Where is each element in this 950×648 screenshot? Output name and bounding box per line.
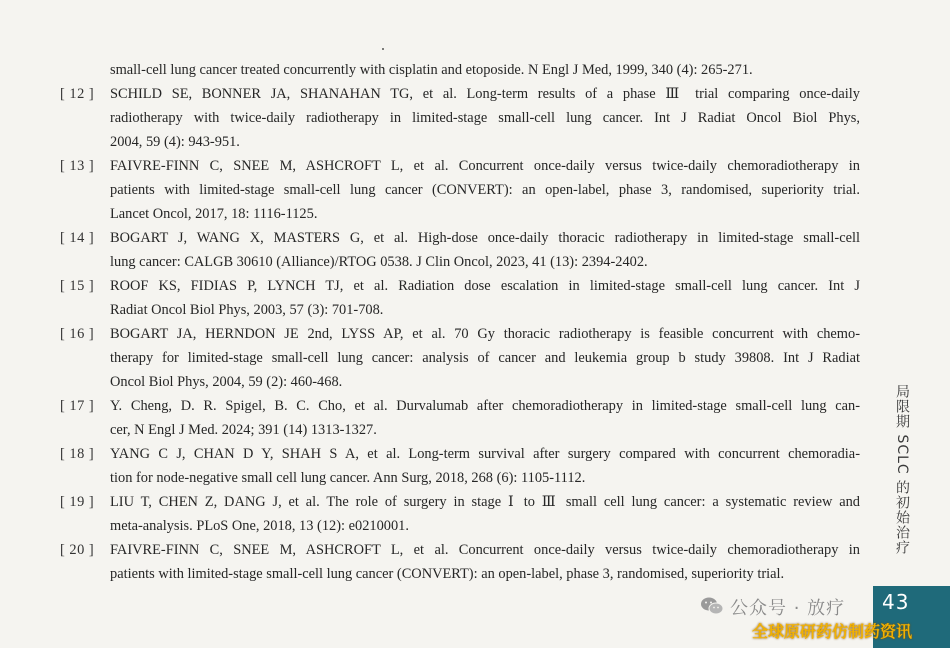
reference-number: [ 16 ] — [60, 326, 95, 342]
reference-number: [ 12 ] — [60, 86, 95, 102]
reference-text: FAIVRE-FINN C, SNEE M, ASHCROFT L, et al. Concurrent once-daily versus twice-daily chemoradiotherapy in — [110, 158, 860, 174]
reference-line — [60, 418, 860, 442]
reference-number: [ 14 ] — [60, 230, 95, 246]
reference-text: 2004, 59 (4): 943-951. — [110, 134, 240, 150]
reference-text: radiotherapy with twice-daily radiotherapy in limited-stage small-cell lung cancer. Int J Radiat Oncol Biol Phys, — [110, 110, 860, 126]
reference-text: BOGART J, WANG X, MASTERS G, et al. High-dose once-daily thoracic radiotherapy in limited-stage small-cell — [110, 230, 860, 246]
reference-number: [ 18 ] — [60, 446, 95, 462]
reference-text: meta-analysis. PLoS One, 2018, 13 (12): e0210001. — [110, 518, 409, 534]
reference-text: Oncol Biol Phys, 2004, 59 (2): 460-468. — [110, 374, 343, 390]
watermark-subtext: 全球原研药仿制药资讯 — [752, 622, 913, 641]
page-number: 43 — [882, 590, 910, 614]
reference-text: YANG C J, CHAN D Y, SHAH S A, et al. Long-term survival after surgery compared with concurrent chemoradia- — [110, 446, 860, 462]
reference-number: [ 17 ] — [60, 398, 95, 414]
reference-line — [60, 490, 860, 514]
reference-text: Y. Cheng, D. R. Spigel, B. C. Cho, et al. Durvalumab after chemoradiotherapy in limited-stage small-cell lung can- — [110, 398, 860, 414]
reference-line — [60, 370, 860, 394]
reference-line — [60, 178, 860, 202]
reference-text: Radiat Oncol Biol Phys, 2003, 57 (3): 701-708. — [110, 302, 384, 318]
reference-text: therapy for limited-stage small-cell lung cancer: analysis of cancer and leukemia group b study 39808. Int J Radiat — [110, 350, 860, 366]
reference-line — [60, 154, 860, 178]
reference-line — [60, 130, 860, 154]
reference-list — [60, 58, 860, 586]
reference-text: Lancet Oncol, 2017, 18: 1116-1125. — [110, 206, 318, 222]
reference-line — [60, 514, 860, 538]
reference-line — [60, 226, 860, 250]
reference-line — [60, 442, 860, 466]
reference-text: FAIVRE-FINN C, SNEE M, ASHCROFT L, et al. Concurrent once-daily versus twice-daily chemoradiotherapy in — [110, 542, 860, 558]
reference-number: [ 20 ] — [60, 542, 95, 558]
reference-line — [60, 538, 860, 562]
reference-line — [60, 106, 860, 130]
reference-line — [60, 58, 860, 82]
reference-line — [60, 322, 860, 346]
reference-text: cer, N Engl J Med. 2024; 391 (14) 1313-1327. — [110, 422, 377, 438]
reference-number: [ 19 ] — [60, 494, 95, 510]
reference-line — [60, 562, 860, 586]
reference-line — [60, 274, 860, 298]
reference-line — [60, 250, 860, 274]
wechat-icon — [700, 596, 724, 616]
reference-line — [60, 466, 860, 490]
reference-text: patients with limited-stage small-cell lung cancer (CONVERT): an open-label, phase 3, randomised, superiority trial. — [110, 566, 785, 582]
reference-text: SCHILD SE, BONNER JA, SHANAHAN TG, et al. Long-term results of a phase Ⅲ trial comparing once-daily — [110, 86, 860, 102]
reference-text: patients with limited-stage small-cell lung cancer (CONVERT): an open-label, phase 3, randomised, superiority trial. — [110, 182, 860, 198]
reference-line — [60, 346, 860, 370]
reference-text: small-cell lung cancer treated concurrently with cisplatin and etoposide. N Engl J Med, 1999, 340 (4): 265-271. — [110, 62, 753, 78]
reference-text: LIU T, CHEN Z, DANG J, et al. The role of surgery in stage Ⅰ to Ⅲ small cell lung cancer: a systematic review and — [110, 494, 860, 510]
reference-number: [ 13 ] — [60, 158, 95, 174]
reference-text: BOGART JA, HERNDON JE 2nd, LYSS AP, et al. 70 Gy thoracic radiotherapy is feasible concurrent with chemo- — [110, 326, 860, 342]
watermark-text: 公众号 · 放疗 — [730, 598, 846, 619]
reference-line — [60, 394, 860, 418]
reference-line — [60, 298, 860, 322]
page-speck — [382, 48, 384, 50]
chapter-side-title: 局限期 SCLC 的初始治疗 — [894, 384, 910, 556]
reference-number: [ 15 ] — [60, 278, 95, 294]
reference-line — [60, 202, 860, 226]
reference-text: lung cancer: CALGB 30610 (Alliance)/RTOG 0538. J Clin Oncol, 2023, 41 (13): 2394-2402. — [110, 254, 648, 270]
reference-text: tion for node-negative small cell lung cancer. Ann Surg, 2018, 268 (6): 1105-1112. — [110, 470, 586, 486]
reference-line — [60, 82, 860, 106]
reference-text: ROOF KS, FIDIAS P, LYNCH TJ, et al. Radiation dose escalation in limited-stage small-cell lung cancer. Int J — [110, 278, 860, 294]
